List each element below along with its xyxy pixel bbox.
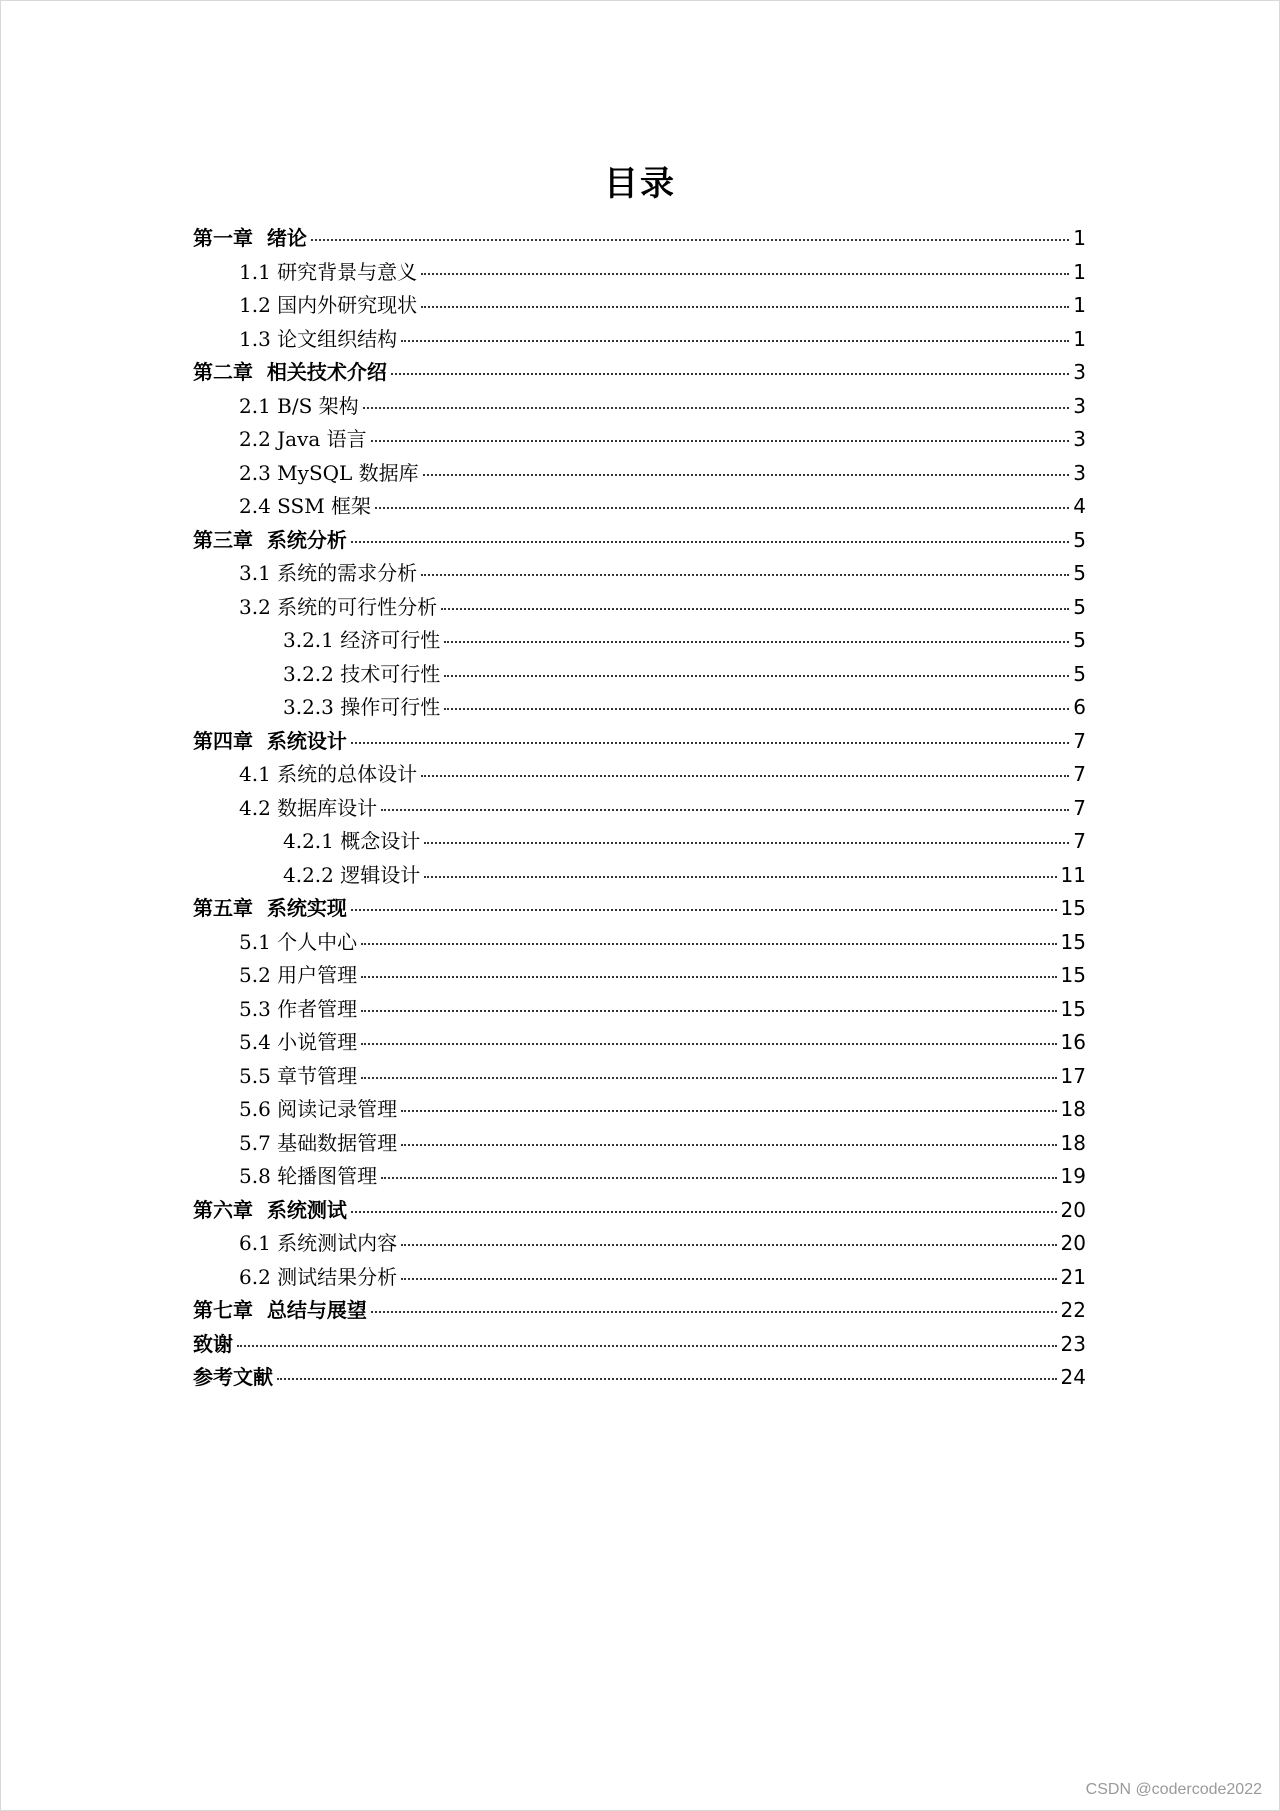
- toc-entry-label: 3.2 系统的可行性分析: [239, 594, 438, 619]
- toc-entry-label: 第六章 系统测试: [193, 1197, 347, 1222]
- toc-page-number: 3: [1073, 427, 1086, 451]
- toc-section-entry[interactable]: [193, 1093, 1086, 1127]
- toc-dot-leader: [401, 1278, 1056, 1280]
- toc-section-entry[interactable]: [193, 423, 1086, 457]
- toc-dot-leader: [423, 474, 1070, 476]
- toc-list: [193, 222, 1086, 1395]
- toc-chapter-entry[interactable]: [193, 222, 1086, 256]
- toc-page-number: 5: [1073, 594, 1086, 619]
- toc-dot-leader: [421, 775, 1069, 777]
- toc-dot-leader: [401, 1144, 1056, 1146]
- toc-page-number: 5: [1073, 561, 1086, 585]
- toc-dot-leader: [391, 373, 1069, 375]
- toc-page-number: 21: [1060, 1264, 1086, 1289]
- toc-dot-leader: [363, 407, 1070, 409]
- toc-entry-label: 5.8 轮播图管理: [239, 1164, 378, 1188]
- toc-dot-leader: [381, 1177, 1056, 1179]
- toc-entry-label: 1.2 国内外研究现状: [239, 293, 418, 317]
- toc-page-number: 15: [1060, 929, 1086, 954]
- toc-dot-leader: [371, 440, 1070, 442]
- toc-entry-label: 4.2.2 逻辑设计: [283, 862, 421, 887]
- toc-page-number: 15: [1060, 963, 1086, 987]
- toc-entry-label: 2.1 B/S 架构: [239, 393, 359, 418]
- toc-entry-label: 5.5 章节管理: [239, 1063, 358, 1088]
- toc-entry-label: 5.6 阅读记录管理: [239, 1097, 398, 1121]
- toc-entry-label: 3.1 系统的需求分析: [239, 561, 418, 585]
- toc-dot-leader: [375, 507, 1069, 509]
- toc-dot-leader: [311, 239, 1069, 241]
- toc-section-entry[interactable]: [193, 926, 1086, 960]
- toc-dot-leader: [237, 1345, 1057, 1347]
- toc-section-entry[interactable]: [193, 1060, 1086, 1094]
- toc-dot-leader: [371, 1311, 1057, 1313]
- toc-section-entry[interactable]: [193, 1261, 1086, 1295]
- toc-dot-leader: [441, 608, 1069, 610]
- toc-page-number: 7: [1073, 795, 1086, 820]
- toc-dot-leader: [351, 1211, 1057, 1213]
- toc-section-entry[interactable]: [193, 1227, 1086, 1261]
- toc-dot-leader: [351, 742, 1069, 744]
- toc-entry-label: 5.7 基础数据管理: [239, 1130, 398, 1155]
- toc-entry-label: 第七章 总结与展望: [193, 1298, 367, 1322]
- toc-entry-label: 3.2.3 操作可行性: [283, 695, 441, 719]
- toc-dot-leader: [277, 1378, 1057, 1380]
- toc-dot-leader: [421, 273, 1069, 275]
- toc-section-entry[interactable]: [193, 758, 1086, 792]
- toc-dot-leader: [444, 641, 1069, 643]
- toc-page-number: 18: [1060, 1097, 1086, 1121]
- toc-page-number: 5: [1073, 628, 1086, 652]
- toc-chapter-entry[interactable]: [193, 725, 1086, 759]
- toc-dot-leader: [361, 943, 1056, 945]
- toc-dot-leader: [444, 675, 1069, 677]
- toc-chapter-entry[interactable]: [193, 1194, 1086, 1228]
- toc-entry-label: 第四章 系统设计: [193, 728, 347, 753]
- toc-subsection-entry[interactable]: [193, 825, 1086, 859]
- toc-dot-leader: [401, 1110, 1056, 1112]
- toc-entry-label: 参考文献: [193, 1365, 273, 1389]
- toc-section-entry[interactable]: [193, 289, 1086, 323]
- toc-section-entry[interactable]: [193, 1127, 1086, 1161]
- toc-page-number: 19: [1060, 1164, 1086, 1188]
- toc-page-number: 20: [1060, 1231, 1086, 1255]
- toc-page-number: 23: [1060, 1331, 1086, 1356]
- toc-subsection-entry[interactable]: [193, 691, 1086, 725]
- toc-entry-label: 致谢: [193, 1331, 233, 1356]
- toc-page-number: 3: [1073, 460, 1086, 485]
- toc-section-entry[interactable]: [193, 993, 1086, 1027]
- toc-dot-leader: [421, 574, 1069, 576]
- toc-page-number: 7: [1073, 728, 1086, 753]
- toc-entry-label: 5.4 小说管理: [239, 1030, 358, 1054]
- toc-entry-label: 第一章 绪论: [193, 226, 307, 250]
- toc-page-number: 16: [1060, 1030, 1086, 1054]
- toc-dot-leader: [401, 340, 1069, 342]
- toc-entry-label: 4.2.1 概念设计: [283, 829, 421, 853]
- toc-chapter-entry[interactable]: [193, 1328, 1086, 1362]
- toc-page-number: 17: [1060, 1063, 1086, 1088]
- toc-section-entry[interactable]: [193, 457, 1086, 491]
- toc-dot-leader: [361, 1043, 1056, 1045]
- toc-section-entry[interactable]: [193, 1160, 1086, 1194]
- toc-dot-leader: [351, 909, 1057, 911]
- toc-dot-leader: [444, 708, 1069, 710]
- toc-dot-leader: [421, 306, 1069, 308]
- toc-chapter-entry[interactable]: [193, 356, 1086, 390]
- toc-dot-leader: [361, 1010, 1056, 1012]
- toc-entry-label: 3.2.2 技术可行性: [283, 661, 441, 686]
- toc-dot-leader: [401, 1244, 1056, 1246]
- toc-page-number: 7: [1073, 762, 1086, 786]
- toc-page-number: 3: [1073, 360, 1086, 384]
- toc-dot-leader: [351, 541, 1069, 543]
- toc-page-number: 5: [1073, 527, 1086, 552]
- toc-page-number: 15: [1060, 896, 1086, 920]
- toc-section-entry[interactable]: [193, 490, 1086, 524]
- toc-section-entry[interactable]: [193, 557, 1086, 591]
- toc-entry-label: 1.1 研究背景与意义: [239, 259, 418, 284]
- toc-dot-leader: [424, 876, 1056, 878]
- toc-title: 目录: [604, 164, 676, 204]
- toc-page-number: 1: [1073, 226, 1086, 250]
- toc-page-number: 20: [1060, 1197, 1086, 1222]
- toc-page-number: 1: [1073, 259, 1086, 284]
- toc-entry-label: 第五章 系统实现: [193, 896, 347, 920]
- toc-entry-label: 5.2 用户管理: [239, 963, 358, 987]
- toc-chapter-entry[interactable]: [193, 892, 1086, 926]
- toc-page-number: 5: [1073, 661, 1086, 686]
- toc-entry-label: 2.4 SSM 框架: [239, 494, 372, 518]
- toc-page-number: 15: [1060, 996, 1086, 1021]
- toc-subsection-entry[interactable]: [193, 624, 1086, 658]
- toc-entry-label: 4.2 数据库设计: [239, 795, 378, 820]
- toc-page-number: 11: [1060, 862, 1086, 887]
- toc-page-number: 24: [1060, 1365, 1086, 1389]
- toc-entry-label: 第三章 系统分析: [193, 527, 347, 552]
- toc-dot-leader: [381, 809, 1069, 811]
- toc-page-number: 22: [1060, 1298, 1086, 1322]
- toc-entry-label: 2.3 MySQL 数据库: [239, 460, 419, 485]
- toc-dot-leader: [361, 1077, 1056, 1079]
- toc-chapter-entry[interactable]: [193, 1361, 1086, 1395]
- toc-section-entry[interactable]: [193, 959, 1086, 993]
- toc-section-entry[interactable]: [193, 591, 1086, 625]
- toc-section-entry[interactable]: [193, 792, 1086, 826]
- toc-entry-label: 第二章 相关技术介绍: [193, 360, 387, 384]
- toc-entry-label: 6.2 测试结果分析: [239, 1264, 398, 1289]
- toc-page-number: 4: [1073, 494, 1086, 518]
- watermark: CSDN @codercode2022: [1085, 1781, 1262, 1798]
- toc-entry-label: 1.3 论文组织结构: [239, 326, 398, 351]
- toc-section-entry[interactable]: [193, 390, 1086, 424]
- toc-chapter-entry[interactable]: [193, 1294, 1086, 1328]
- toc-entry-label: 6.1 系统测试内容: [239, 1231, 398, 1255]
- toc-chapter-entry[interactable]: [193, 524, 1086, 558]
- toc-entry-label: 2.2 Java 语言: [239, 427, 367, 451]
- toc-entry-label: 4.1 系统的总体设计: [239, 762, 418, 786]
- toc-dot-leader: [361, 976, 1056, 978]
- toc-dot-leader: [424, 842, 1069, 844]
- toc-page-number: 6: [1073, 695, 1086, 719]
- toc-entry-label: 5.1 个人中心: [239, 929, 358, 954]
- toc-section-entry[interactable]: [193, 1026, 1086, 1060]
- toc-subsection-entry[interactable]: [193, 859, 1086, 893]
- toc-section-entry[interactable]: [193, 256, 1086, 290]
- toc-subsection-entry[interactable]: [193, 658, 1086, 692]
- toc-entry-label: 3.2.1 经济可行性: [283, 628, 441, 652]
- toc-page-number: 18: [1060, 1130, 1086, 1155]
- toc-page-number: 7: [1073, 829, 1086, 853]
- toc-page-number: 1: [1073, 293, 1086, 317]
- toc-section-entry[interactable]: [193, 323, 1086, 357]
- toc-entry-label: 5.3 作者管理: [239, 996, 358, 1021]
- toc-page-number: 1: [1073, 326, 1086, 351]
- toc-page-number: 3: [1073, 393, 1086, 418]
